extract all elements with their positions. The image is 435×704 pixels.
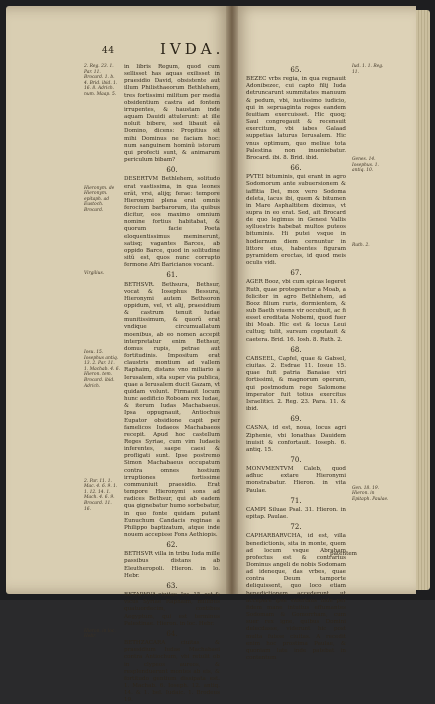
entry-number: 71.	[290, 496, 302, 505]
entry-text: BETHZACARA ciuitas & praesidium Iudae Machabaei contra Antiochum, vbi retulit ob in clypeos aureos, & resplenduerunt montes ab eis, & fortitudo gentium dissipata est. 1. Machab. 6. Ioseph. 12. antiq. 14. & 1. bel. Iudaic. 1. Brodeus 19.	[124, 640, 220, 704]
entry	[124, 272, 220, 539]
margin-note: Iud. 1. 1. Reg. 11.	[352, 64, 384, 75]
entry-text: in libris Regum, quod cum sellisset has aquas exilisset in praesidio David, obsistente aut illum Philisthaeorum Bethlehem, tres fortissimi militum per media obsidentium castra ad fontem irrupentes, & haustam inde aquam Dauidi attulerunt: at ille noluit bibere, sed libauit eã Domino, dicens: Propitius sit mihi Dominus ne faciam hoc: num sanguinem hominũ istorum qui profecti sunt, & animarum periculum bibam?	[124, 64, 220, 164]
entry-text: DESERTVM Bethlehem, solitudo erat vastissima, in qua leones erãt, vrsi, alijq; ferae: tempore Hieronymi plena erat omnis ferocium barbarorum, ita quibus dicitur, eos maximo omnium nomine fortius habitabat, & quorum facie Poeta eloquentissimus meminerunt, satisq; vagantes Barces, ab oppido Barce, quod in solitudine sitũ est, quos nunc corrupto fermone Afri Baricianos vocant.	[124, 176, 220, 269]
entry-number: 66.	[290, 164, 302, 173]
margin-note: Iosu. 15. Iosephus antiq. 13. 2. Par. 11. 1. Machab. 4. 6. Hieron. tem. Brocard. ibid. Adrich.	[84, 350, 120, 389]
catchword: patentem	[330, 551, 357, 557]
margin-note: Genes. 14. Iosephus. 1. antiq. 10.	[352, 156, 379, 174]
entry	[124, 167, 220, 269]
margin-note: Ruth. 2.	[352, 242, 370, 248]
entry	[124, 631, 220, 704]
page-number: 44	[102, 46, 115, 56]
entry-text: CABSEEL, Capfel, quae & Gabsel, ciuitas. 2. Esdrae 11. Iosue 15. quae fuit patria Banaiae viri fortissimi, & magnorum operum, qui postmodum rege Salomone imperator fuit totius exercitus Israelitici. 2. Reg. 23. Para. 11. & ibid.	[246, 355, 346, 413]
entry-text: PVTEI bituminis, qui erant in agro Sodomorum ante subuersionem & iaffitia Dei, mox vero Sodoma deleta, lacus ibi, quem & bitumen in Mare Asphaltitem diximus, vt supra in eo erat. Sed, ait Brocard de quo legimus in Genesi Vallis sylluestris habebat multos puteos bituminis. Hi putei vsque in hodiernum diem cernuntur in littore eius, habentes figuram pyramidem erectas, id quod meis oculis vidi.	[246, 174, 346, 267]
entry-number: 61.	[166, 271, 178, 280]
entry-text: CAPHARBARVCHA, id est, villa benedictionis, sita in monte, quem ad locum vsque Abraham profectus est & contrarius Dominus angeli de nobis Sodomam ad ideneque, das vrbes, quae contra Deum tamporte deliquissent, quo loco etiam benedictionem accederunt, ut accepere ipse vidertaus inde per fidem mane intuitus effumantes Sodomam & Gomorrham, cum suer rex igne, quibus Domini delecdasse, viderunt hic post multa fuisse ciuitas. A recedit enim hoc prostima Paulae, & quoniam late inde patebat in contentum	[246, 533, 346, 662]
right-text-column	[246, 64, 346, 662]
entry	[124, 64, 220, 164]
entry	[124, 583, 220, 628]
entry-number: 60.	[166, 166, 178, 175]
margin-note: 2. Reg. 23. 1. Par. 11. Brocard. 1. b. 4. Brid. ibid. 1. 16. 8. Adrich. num. Maap. 5.	[84, 64, 118, 97]
entry	[246, 524, 346, 662]
entry-text: BETHSVR. Bethsura, Bethsur, vocat & Iosephus Bessura, Hieronymi autem Bethsoron oppidum, vel, vt alij, praesidium & castrum tenuit Iudae munitissimum, & quorũ erat vndique circumuallatum moenibus, ab eo nomen accepit interpretatur enim Bethsur, domus rupis, petrae aut fortitudinis. Impositum erat claustris montium ad vallem Raphaim, distans vno miliario a Ierusalem, sita super via publica, quae a Ierusalem ducit Gazam, vt quidam volunt. Firmauit locum hunc aedificio Roboam rex Iudae, & iterum Iudas Machabaeus. Ipsa oppugnauit, Antiochus Eupator obsidione capit per famelicos Iudaeos Machabaeos recepit. Apud hoc castellum Reges Syriae, cum vim Iudaeis inferentes, saepe caesi & profligati sunt. Ipse postremo Simon Machabaeus occupatum contra omnes hostium irruptiones fortissime communiuit praesidio. Erat tempore Hieronymi sons ad radices Bethsur, qui ab eadem qua gignebatur humo sorbebatur, in quo fonte quidam putant Eunuchum Candacis reginae a Philippo baptizatum, atque inde nouem accepisse Fons Aethiopis.	[124, 281, 220, 538]
entry	[246, 165, 346, 267]
entry-text: BETHSVR villa in tribu Iuda mille passibus distans ab Eleutheropoli. Hieron. in lo. Hebr.	[124, 551, 220, 579]
entry-text: CAMPI Siluae Psal. 31. Hieron. in epitap. Paulae.	[246, 506, 346, 521]
margin-note: Hieron. in loc. Hebr.	[84, 628, 116, 640]
entry	[246, 416, 346, 454]
entry-text: CASNA, id est, noua, locus agri Ziphenie, vbi Ionathas Dauidem inuisit & confortauit. Ioseph. 6. antiq. 15.	[246, 425, 346, 453]
entry-number: 63.	[166, 581, 178, 590]
running-title: IVDA.	[160, 40, 225, 58]
margin-note: Gen. 18. 19. Hieron. in Epitaph. Paulae.	[352, 485, 389, 503]
entry-number: 69.	[290, 415, 302, 424]
entry-number: 65.	[290, 66, 302, 74]
entry-number: 72.	[290, 523, 302, 532]
entry-number: 68.	[290, 345, 302, 354]
entry	[246, 457, 346, 495]
entry	[246, 498, 346, 521]
entry-number: 70.	[290, 455, 302, 464]
entry-number: 64.	[166, 629, 178, 638]
entry	[246, 270, 346, 344]
book-gutter	[226, 6, 238, 594]
entry	[124, 542, 220, 580]
entry	[246, 67, 346, 162]
entry-number: 67.	[290, 269, 302, 278]
entry	[246, 347, 346, 413]
entry-text: MONVMENTVM Caleb, quod adhuc extare Hieronymi monstrabatur. Hieron. in vita Paulae.	[246, 466, 346, 494]
entry-text: BETAPHVA ciuitas. Ios. 15. est & vicus Syriae Raphaim, millibus quatuordecim, contibus Aegyptum, qui est terminus Palestinae. Hieron. in loc. Hebr.	[124, 592, 220, 627]
margin-note: Virgilius.	[84, 271, 105, 277]
entry-text: AGER Booz, vbi cum spicas legeret Ruth, quae protegeretur a Moab, a feliciter in agro Bethlehem, ad Booz filium ruris, dormientem, & sub Baeth viuens vir occubuit, ac fi esset ereditata Nobemi, quod fuer ibi Moab. Hic est & locus Leui cultuq; tulit, sursum coputauit & caetera. Brid. 16. Iosh. 8. Ruth. 2.	[246, 279, 346, 343]
left-text-column	[124, 64, 220, 704]
page-edges	[416, 10, 430, 590]
margin-note: 2. Par. 11. 1. Mac. 4. 6. 9. 1. 1. 12. 14. 1. Mach. 4. 6. 9. Brocard. 11. 16.	[84, 478, 118, 512]
margin-note: Hieronym. de Hieronym. epitaph. ad Eustoch. Brocard.	[84, 185, 115, 213]
entry-text: BEZEC vrbs regia, in qua regnauit Adonibezec, cui capto filij Iuda detruncarunt summitates manuum & pedum, vbi, iustissimo iudicio, qui in sepruaginta reges eandem feuitiam exercuisset. Hic quoq; Saul congregauit & recensuit exercitum, vbi iabes Galaad suppetias laturus Ierusalem. Hic vnus optimum, quo meliue tota Palestina non inueniebatur. Brocard. ibi. 8. Brid. ibid.	[246, 76, 346, 161]
entry-number: 62.	[166, 541, 178, 550]
